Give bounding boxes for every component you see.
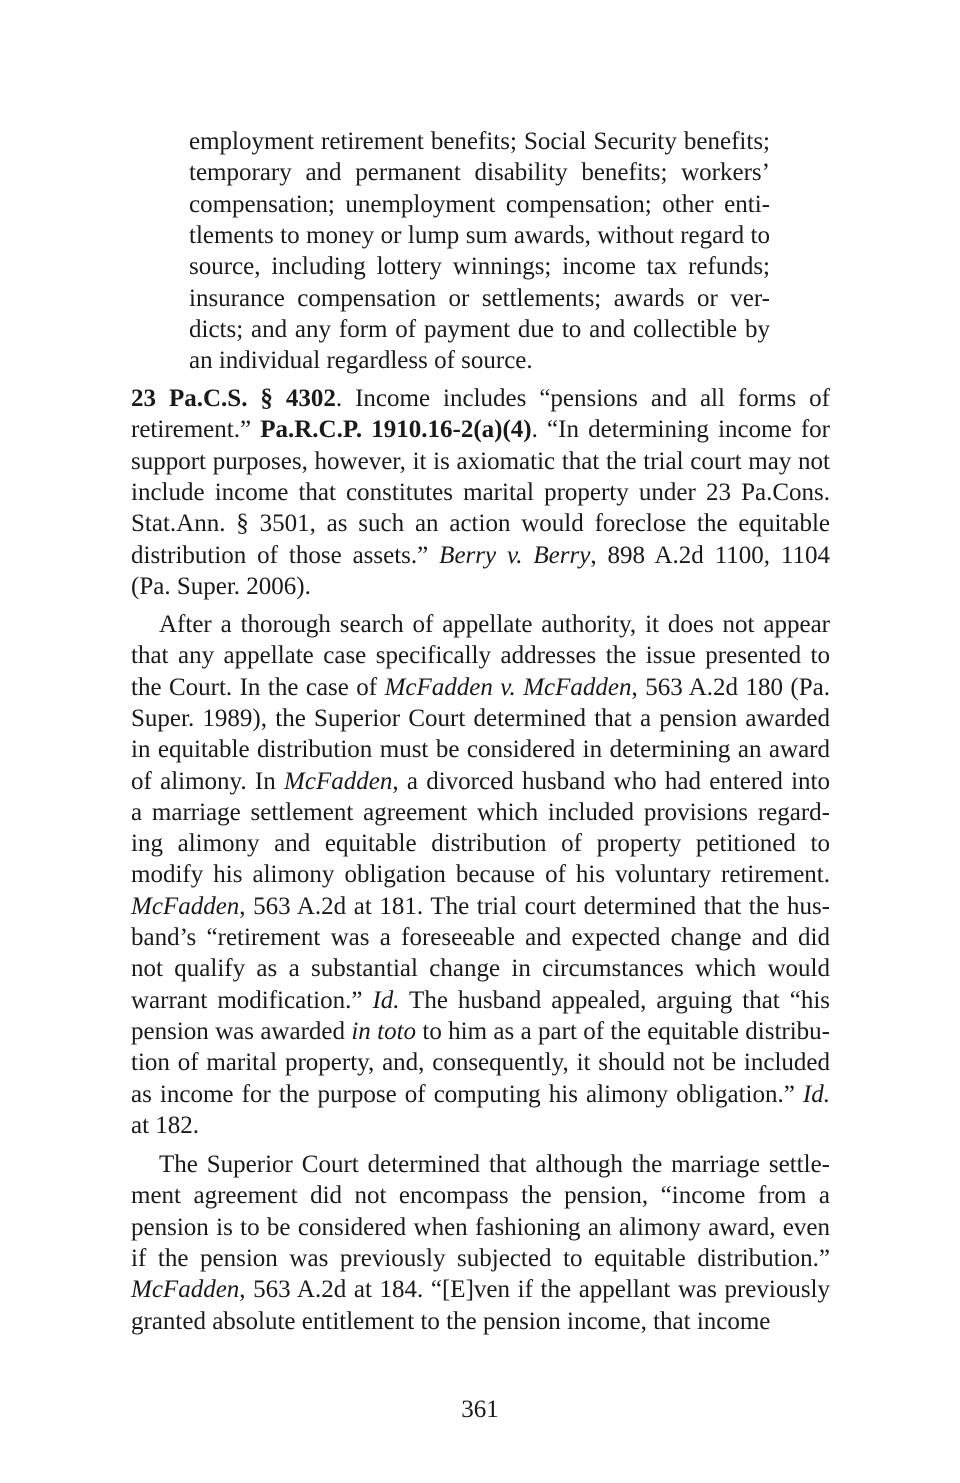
text-run: dicts; and any form of payment due to and collectible by	[189, 315, 770, 343]
text-run: The husband appealed, arguing that “his	[399, 986, 830, 1014]
text-run: employment retirement benefits; Social Security benefits;	[189, 128, 770, 155]
text-line	[131, 508, 830, 539]
text-line	[189, 314, 770, 345]
text-line	[131, 922, 830, 953]
italic-citation: Id.	[372, 986, 400, 1014]
text-run: Super. 1989), the Superior Court determined that a pension awarded	[131, 704, 830, 732]
text-line	[159, 609, 830, 640]
text-line	[131, 640, 830, 671]
text-line	[131, 571, 830, 602]
text-run: (Pa. Super. 2006).	[131, 572, 311, 600]
text-line	[131, 672, 830, 703]
text-run: tlements to money or lump sum awards, without regard to	[189, 221, 770, 249]
text-run: , a divorced husband who had entered into	[392, 767, 830, 795]
bold-citation: Pa.R.C.P. 1910.16-2(a)(4)	[260, 416, 532, 444]
text-run: ment agreement did not encompass the pension, “income from a	[131, 1182, 830, 1210]
text-line	[131, 985, 830, 1016]
text-line	[131, 1047, 830, 1078]
text-run: support purposes, however, it is axiomatic that the trial court may not	[131, 447, 830, 475]
text-line	[131, 953, 830, 984]
text-line	[189, 157, 770, 188]
text-run: The Superior Court determined that although the marriage settle-	[159, 1151, 830, 1178]
text-line	[131, 1212, 830, 1243]
text-line	[131, 828, 830, 859]
text-run: After a thorough search of appellate authority, it does not appear	[159, 611, 830, 638]
text-line	[131, 797, 830, 828]
italic-citation: McFadden	[284, 767, 393, 795]
text-run: pension is to be considered when fashioning an alimony award, even	[131, 1213, 830, 1241]
text-line	[159, 1149, 830, 1180]
text-run: as income for the purpose of computing his alimony obligation.”	[131, 1080, 803, 1108]
text-line	[131, 859, 830, 890]
text-line	[131, 703, 830, 734]
italic-citation: Id.	[802, 1080, 830, 1108]
text-line	[131, 383, 830, 414]
text-line	[131, 1110, 830, 1141]
page-number: 361	[461, 1396, 499, 1423]
text-run: of alimony. In	[131, 767, 285, 795]
italic-citation: Berry v. Berry	[439, 541, 591, 569]
text-run: insurance compensation or settlements; awards or ver-	[189, 284, 770, 312]
text-line	[131, 1016, 830, 1047]
text-run: if the pension was previously subjected to equitable distribution.”	[131, 1244, 830, 1272]
text-run: not qualify as a substantial change in circumstances which would	[131, 955, 830, 983]
text-run: at 182.	[131, 1111, 200, 1139]
text-run: Stat.Ann. § 3501, as such an action would foreclose the equitable	[131, 510, 830, 538]
text-line	[131, 1274, 830, 1305]
text-line	[131, 1306, 830, 1337]
text-line	[131, 766, 830, 797]
text-line	[131, 446, 830, 477]
text-run: , 898 A.2d 1100, 1104	[590, 541, 830, 569]
text-line	[131, 477, 830, 508]
text-run: ing alimony and equitable distribution of property petitioned to	[131, 830, 830, 858]
text-line	[131, 540, 830, 571]
text-run: to him as a part of the equitable distribu-	[416, 1017, 830, 1045]
text-line	[131, 1180, 830, 1211]
text-line	[131, 891, 830, 922]
text-run: band’s “retirement was a foreseeable and expected change and did	[131, 924, 830, 951]
text-line	[189, 189, 770, 220]
text-run: that any appellate case specifically addresses the issue presented to	[131, 642, 830, 670]
text-line	[131, 414, 830, 445]
text-run: , 563 A.2d at 181. The trial court determined that the hus-	[239, 892, 830, 920]
text-run: pension was awarded	[131, 1017, 352, 1045]
text-run: modify his alimony obligation because of his voluntary retirement.	[131, 861, 830, 889]
text-line	[189, 345, 770, 376]
text-run: tion of marital property, and, consequently, it should not be included	[131, 1049, 830, 1077]
text-run: temporary and permanent disability benefits; workers’	[189, 159, 770, 187]
text-run: include income that constitutes marital property under 23 Pa.Cons.	[131, 478, 830, 506]
text-line	[189, 126, 770, 157]
text-line	[189, 283, 770, 314]
text-run: the Court. In the case of	[131, 673, 385, 701]
italic-citation: McFadden v. McFadden	[384, 673, 632, 701]
text-run: compensation; unemployment compensation; other enti-	[189, 190, 770, 218]
text-run: granted absolute entitlement to the pension income, that income	[131, 1307, 771, 1335]
text-run: , 563 A.2d 180 (Pa.	[631, 673, 831, 701]
text-run: a marriage settlement agreement which included provisions regard-	[131, 798, 830, 826]
italic-citation: in toto	[351, 1017, 417, 1045]
text-run: in equitable distribution must be considered in determining an award	[131, 736, 830, 764]
text-run: distribution of those assets.”	[131, 541, 440, 569]
text-run: . Income includes “pensions and all forms of	[335, 385, 831, 412]
text-run: source, including lottery winnings; income tax refunds;	[189, 253, 770, 281]
text-line	[189, 220, 770, 251]
text-run: . “In determining income for	[531, 416, 830, 444]
bold-citation: 23 Pa.C.S. § 4302	[131, 385, 336, 412]
text-line	[189, 251, 770, 282]
italic-citation: McFadden	[131, 1276, 240, 1304]
text-run: , 563 A.2d at 184. “[E]ven if the appellant was previously	[239, 1276, 830, 1304]
text-run: an individual regardless of source.	[189, 347, 533, 375]
text-line	[131, 734, 830, 765]
text-line	[131, 1079, 830, 1110]
text-line	[131, 1243, 830, 1274]
text-run: warrant modification.”	[131, 986, 373, 1014]
italic-citation: McFadden	[131, 892, 240, 920]
text-run: retirement.”	[131, 416, 261, 444]
